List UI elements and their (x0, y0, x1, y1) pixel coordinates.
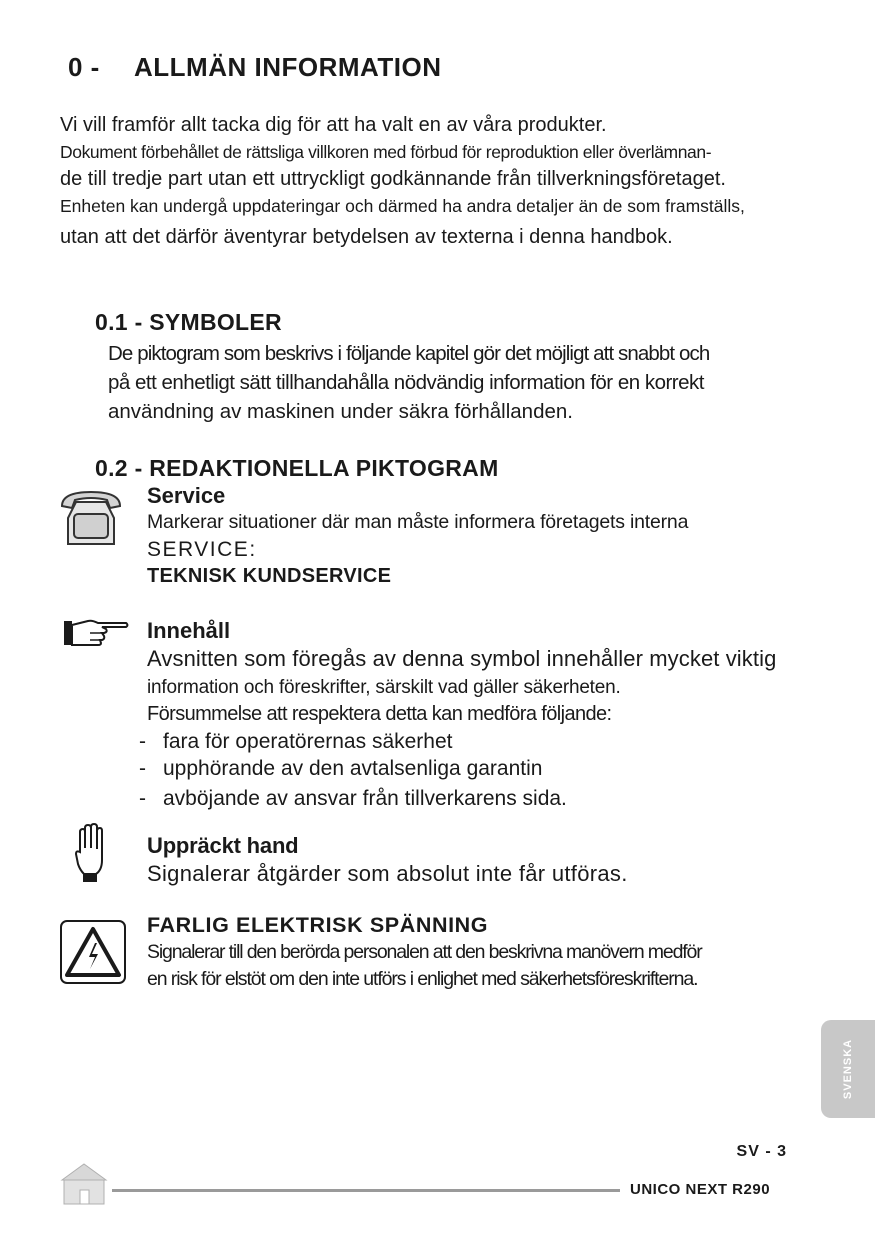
language-tab (821, 1020, 875, 1118)
content-block (147, 617, 776, 812)
page-title (68, 52, 441, 83)
paragraph-line: De piktogram som beskrivs i följande kapitel gör det möjligt att snabbt och (108, 342, 710, 365)
service-label: TEKNISK KUNDSERVICE (147, 565, 392, 587)
footer-divider (112, 1189, 620, 1192)
high-voltage-warning-icon (59, 919, 127, 985)
voltage-title: FARLIG ELEKTRISK SPÄNNING (147, 913, 489, 937)
content-text: information och föreskrifter, särskilt vad gäller säkerheten. (147, 677, 621, 698)
hand-block (147, 832, 628, 889)
content-text: Avsnitten som föregås av denna symbol innehåller mycket viktig (147, 646, 777, 671)
pointing-hand-icon (62, 617, 130, 649)
home-icon[interactable] (60, 1162, 108, 1206)
consequences-list (141, 728, 776, 812)
chapter-title: ALLMÄN INFORMATION (134, 52, 442, 82)
list-item: - upphörande av den avtalsenliga garantin (141, 755, 776, 782)
service-block (147, 482, 688, 590)
service-text: Markerar situationer där man måste informera företagets interna (147, 511, 689, 533)
intro-line: Dokument förbehållet de rättsliga villkoren med förbud för reproduktion eller överlämnan- (60, 142, 712, 162)
telephone-icon (58, 486, 124, 548)
intro-line: Enheten kan undergå uppdateringar och därmed ha andra detaljer än de som framställs, (60, 196, 745, 216)
language-tab-label: SVENSKA (842, 1038, 854, 1100)
voltage-text: en risk för elstöt om den inte utförs i enlighet med säkerhetsföreskrifterna. (147, 968, 698, 990)
list-item: - avböjande av ansvar från tillverkarens sida. (141, 785, 776, 812)
chapter-number: 0 - (68, 52, 100, 82)
intro-line: de till tredje part utan ett uttryckligt godkännande från tillverkningsföretaget. (60, 168, 726, 190)
hand-text: Signalerar åtgärder som absolut inte får utföras. (147, 861, 628, 886)
intro-paragraph (60, 112, 872, 251)
paragraph-line: användning av maskinen under säkra förhållanden. (108, 400, 573, 423)
intro-line: Vi vill framför allt tacka dig för att ha valt en av våra produkter. (60, 114, 607, 136)
voltage-text: Signalerar till den berörda personalen att den beskrivna manövern medför (147, 941, 702, 963)
hand-title: Uppräckt hand (147, 833, 299, 858)
section-heading-piktogram: 0.2 - REDAKTIONELLA PIKTOGRAM (95, 455, 499, 481)
section-heading-symboler: 0.1 - SYMBOLER (95, 309, 282, 335)
paragraph-line: på ett enhetligt sätt tillhandahålla nödvändig information för en korrekt (108, 371, 704, 394)
content-text: Försummelse att respektera detta kan medföra följande: (147, 703, 612, 725)
raised-hand-icon (74, 822, 106, 884)
voltage-block (147, 912, 702, 993)
section-symboler-text (108, 339, 709, 426)
content-title: Innehåll (147, 618, 231, 643)
page-number: SV - 3 (736, 1143, 787, 1160)
service-title: Service (147, 483, 226, 508)
model-name: UNICO NEXT R290 (630, 1181, 771, 1198)
service-text: SERVICE: (147, 538, 257, 561)
intro-line: utan att det därför äventyrar betydelsen av texterna i denna handbok. (60, 226, 673, 248)
list-item: - fara för operatörernas säkerhet (141, 728, 776, 755)
